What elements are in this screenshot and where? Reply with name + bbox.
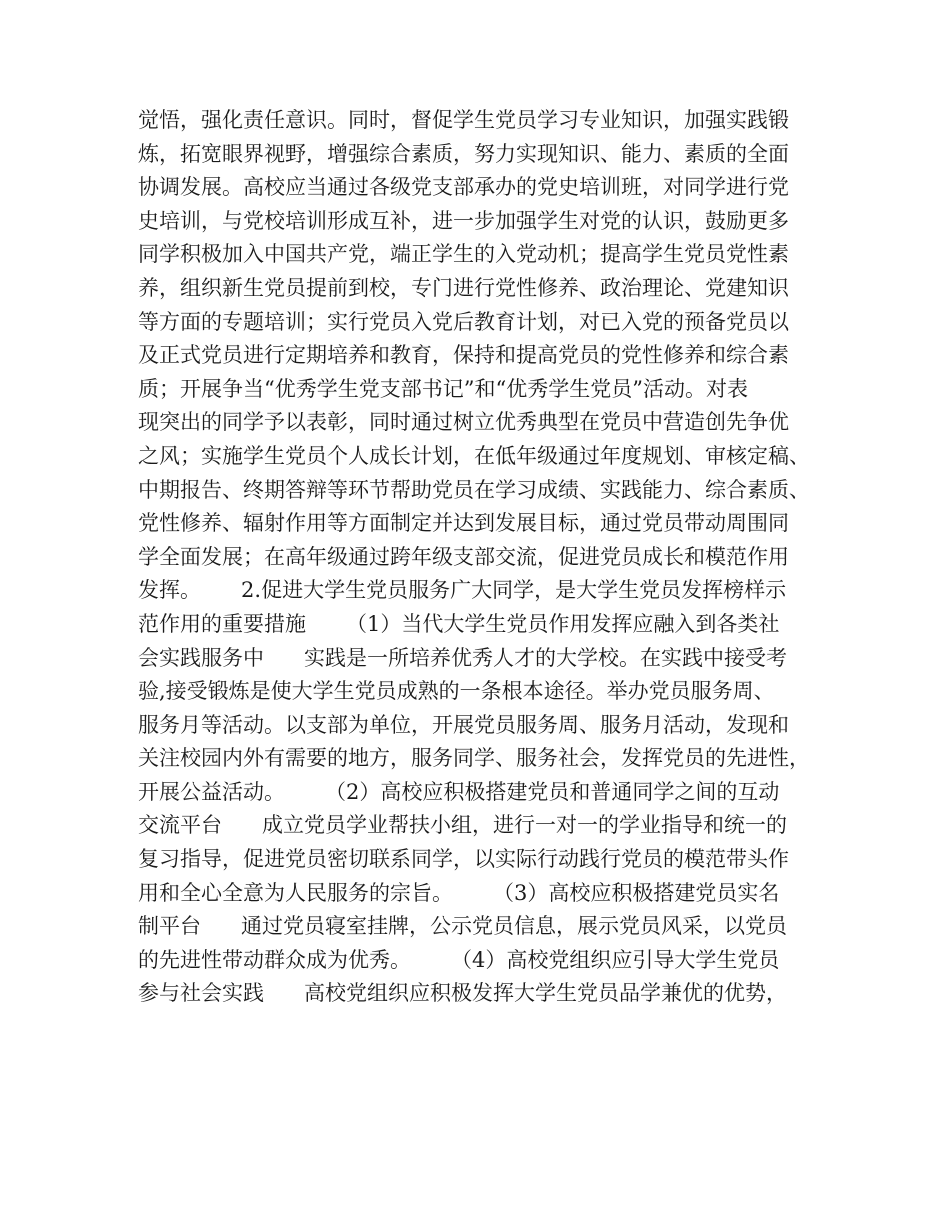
body-text	[138, 104, 818, 1011]
text-line: 制平台 通过党员寝室挂牌，公示党员信息，展示党员风采，以党员	[138, 914, 788, 939]
text-line: 协调发展。高校应当通过各级党支部承办的党史培训班，对同学进行党	[138, 175, 789, 200]
text-line: 现突出的同学予以表彰，同时通过树立优秀典型在党员中营造创先争优	[138, 410, 789, 435]
text-line: 学全面发展；在高年级通过跨年级支部交流，促进党员成长和模范作用	[138, 544, 789, 569]
text-line: 会实践服务中 实践是一所培养优秀人才的大学校。在实践中接受考	[138, 645, 788, 670]
text-line: 交流平台 成立党员学业帮扶小组，进行一对一的学业指导和统一的	[138, 813, 788, 838]
text-line: 质；开展争当“优秀学生党支部书记”和“优秀学生党员”活动。对表	[138, 376, 748, 401]
text-line: 及正式党员进行定期培养和教育，保持和提高党员的党性修养和综合素	[138, 343, 789, 368]
text-line: 复习指导，促进党员密切联系同学，以实际行动践行党员的模范带头作	[138, 847, 789, 872]
text-line: 服务月等活动。以支部为单位，开展党员服务周、服务月活动，发现和	[138, 712, 789, 737]
text-line: 中期报告、终期答辩等环节帮助党员在学习成绩、实践能力、综合素质、	[138, 477, 810, 502]
text-line: 范作用的重要措施 （1）当代大学生党员作用发挥应融入到各类社	[138, 611, 780, 636]
text-line: 参与社会实践 高校党组织应积极发挥大学生党员品学兼优的优势，	[138, 981, 788, 1006]
text-line: 炼，拓宽眼界视野，增强综合素质，努力实现知识、能力、素质的全面	[138, 141, 789, 166]
text-line: 发挥。 2.促进大学生党员服务广大同学，是大学生党员发挥榜样示	[138, 578, 787, 603]
text-line: 用和全心全意为人民服务的宗旨。 （3）高校应积极搭建党员实名	[138, 880, 780, 905]
text-line: 觉悟，强化责任意识。同时，督促学生党员学习专业知识，加强实践锻	[138, 108, 789, 132]
text-line: 史培训，与党校培训形成互补，进一步加强学生对党的认识，鼓励更多	[138, 208, 789, 233]
text-line: 验,接受锻炼是使大学生党员成熟的一条根本途径。举办党员服务周、	[138, 679, 775, 704]
text-line: 的先进性带动群众成为优秀。 （4）高校党组织应引导大学生党员	[138, 947, 780, 972]
text-line: 开展公益活动。 （2）高校应积极搭建党员和普通同学之间的互动	[138, 779, 780, 804]
text-line: 之风；实施学生党员个人成长计划，在低年级通过年度规划、审核定稿、	[138, 443, 810, 468]
text-line: 同学积极加入中国共产党，端正学生的入党动机；提高学生党员党性素	[138, 242, 789, 267]
text-line: 关注校园内外有需要的地方，服务同学、服务社会，发挥党员的先进性，	[138, 746, 810, 771]
text-line: 养，组织新生党员提前到校，专门进行党性修养、政治理论、党建知识	[138, 275, 789, 300]
text-line: 党性修养、辐射作用等方面制定并达到发展目标，通过党员带动周围同	[138, 511, 789, 536]
text-line: 等方面的专题培训；实行党员入党后教育计划，对已入党的预备党员以	[138, 309, 789, 334]
